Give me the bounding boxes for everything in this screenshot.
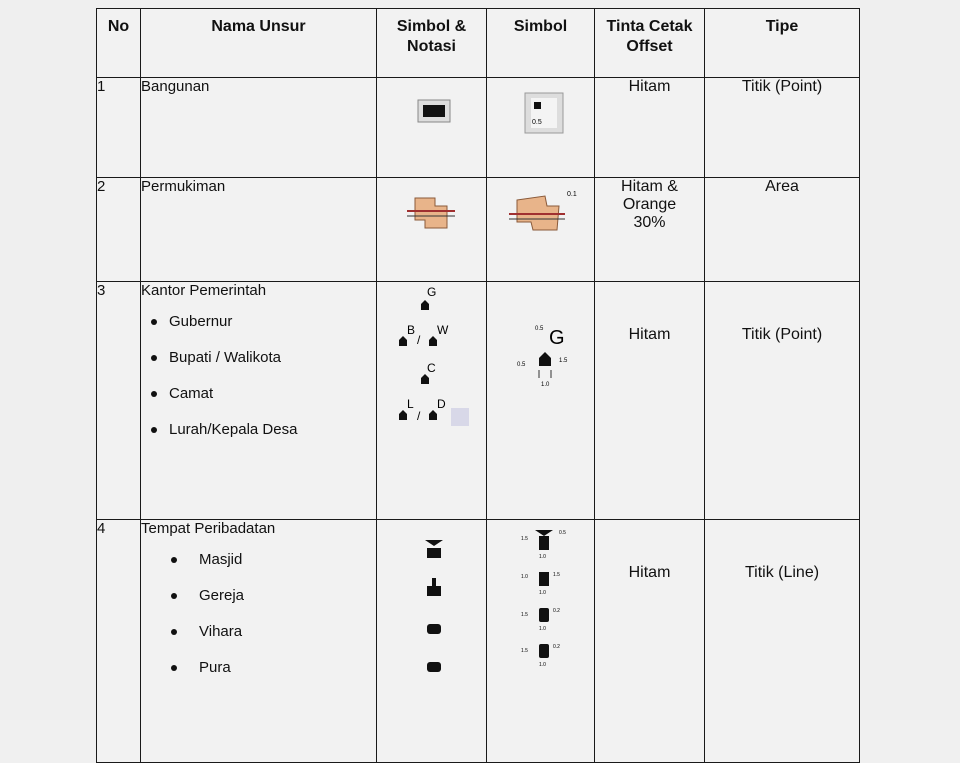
worship-dim-label: 1.5 (553, 572, 560, 578)
header-symbol: Simbol (487, 9, 595, 78)
svg-text:/: / (417, 333, 421, 347)
header-name: Nama Unsur (141, 9, 377, 78)
worship-dim-label: 0.2 (553, 608, 560, 614)
row-type: Titik (Line) (705, 520, 860, 763)
worship-list (141, 551, 376, 695)
worship-notation-cell (377, 520, 487, 763)
list-item: Pura (171, 659, 376, 695)
office-sample-letter: G (549, 327, 565, 349)
worship-dim-label: 1.5 (521, 612, 528, 618)
office-dim-label: 0.5 (517, 362, 526, 368)
worship-dim-label: 1.0 (539, 662, 546, 668)
row-type: Area (705, 178, 860, 282)
office-dim-label: 0.5 (535, 326, 544, 332)
worship-symbol-cell (487, 520, 595, 763)
row-name: Bangunan (141, 78, 377, 178)
row-number: 2 (97, 178, 141, 282)
office-notation-cell (377, 282, 487, 520)
office-dim-label: 1.5 (559, 358, 568, 364)
table-row (97, 520, 860, 763)
worship-dim-label: 1.5 (521, 648, 528, 654)
office-letter-l: L (407, 397, 414, 411)
list-item: Bupati / Walikota (151, 349, 376, 385)
worship-dim-label: 1.0 (539, 590, 546, 596)
header-type: Tipe (705, 9, 860, 78)
worship-dim-label: 1.0 (539, 554, 546, 560)
office-list (141, 313, 376, 457)
settlement-symbol-cell (487, 178, 595, 282)
worship-dim-label: 1.0 (521, 574, 528, 580)
list-item: Gereja (171, 587, 376, 623)
office-letter-w: W (437, 323, 449, 337)
row-number: 3 (97, 282, 141, 520)
office-symbol-icon (487, 282, 595, 475)
building-symbol-icon (487, 78, 595, 177)
office-letter-d: D (437, 397, 446, 411)
settlement-symbol-icon (487, 178, 595, 281)
settlement-dim-label: 0.1 (567, 191, 577, 198)
worship-notation-icon (377, 520, 487, 718)
header-row (97, 9, 860, 78)
building-notation-icon (377, 78, 487, 177)
office-dim-label: 1.0 (541, 382, 550, 388)
table-row (97, 178, 860, 282)
header-no: No (97, 9, 141, 78)
row-name: Permukiman (141, 178, 377, 282)
worship-symbol-icon (487, 520, 595, 718)
list-item: Masjid (171, 551, 376, 587)
list-item: Vihara (171, 623, 376, 659)
building-symbol-cell (487, 78, 595, 178)
header-symbol-notation: Simbol & Notasi (377, 9, 487, 78)
row-name: Kantor Pemerintah Gubernur Bupati / Walikota Camat Lurah/Kepala Desa (141, 282, 377, 520)
row-name: Tempat Peribadatan Masjid Gereja Vihara Pura (141, 520, 377, 763)
settlement-notation-icon (377, 178, 487, 281)
building-notation-cell (377, 78, 487, 178)
row-ink: Hitam (595, 520, 705, 763)
row-number: 4 (97, 520, 141, 763)
office-symbol-cell (487, 282, 595, 520)
legend-table (96, 8, 860, 763)
list-item: Gubernur (151, 313, 376, 349)
worship-dim-label: 0.5 (559, 530, 566, 536)
office-notation-icon (377, 282, 487, 475)
row-type: Titik (Point) (705, 282, 860, 520)
office-letter-g: G (427, 285, 437, 299)
worship-dim-label: 0.2 (553, 644, 560, 650)
settlement-notation-cell (377, 178, 487, 282)
row-ink: Hitam (595, 282, 705, 520)
office-letter-b: B (407, 323, 416, 337)
row-ink: Hitam (595, 78, 705, 178)
row-number: 1 (97, 78, 141, 178)
worship-dim-label: 1.0 (539, 626, 546, 632)
row-type: Titik (Point) (705, 78, 860, 178)
table-row (97, 282, 860, 520)
table-row (97, 78, 860, 178)
list-item: Lurah/Kepala Desa (151, 421, 376, 457)
list-item: Camat (151, 385, 376, 421)
office-letter-c: C (427, 361, 436, 375)
header-ink: Tinta Cetak Offset (595, 9, 705, 78)
building-dim-label: 0.5 (532, 119, 542, 126)
svg-text:/: / (417, 409, 421, 423)
row-ink: Hitam & Orange 30% (595, 178, 705, 282)
worship-dim-label: 1.5 (521, 536, 528, 542)
